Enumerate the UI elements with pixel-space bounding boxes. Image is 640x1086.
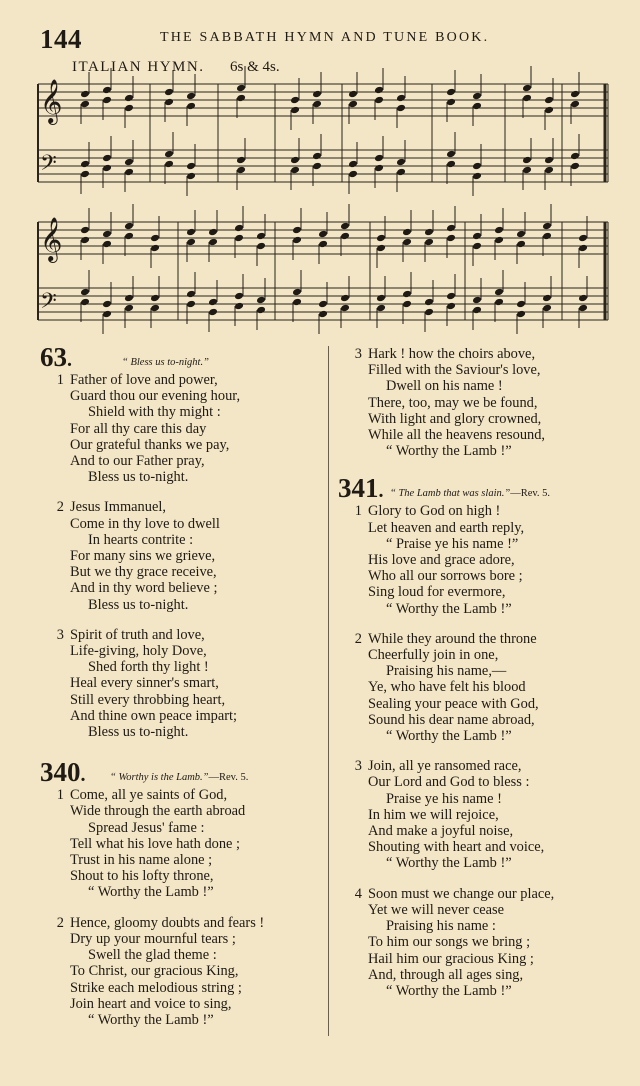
left-column xyxy=(40,342,320,1045)
verse-line: Praising his name,— xyxy=(386,663,507,680)
note-head xyxy=(102,240,112,249)
note-head xyxy=(542,304,552,313)
stanza-number: 1 xyxy=(56,372,64,388)
verse-line: Praising his name : xyxy=(386,918,496,935)
verse-line: And thine own peace impart; xyxy=(70,707,238,724)
verse-line: And to our Father pray, xyxy=(70,453,205,470)
note-head xyxy=(124,232,134,241)
note-head xyxy=(472,92,482,101)
note-head xyxy=(376,234,386,243)
note-head xyxy=(446,88,456,97)
note-head xyxy=(446,234,456,243)
stanza-number: 3 xyxy=(354,346,362,362)
verse-line: His love and grace adore, xyxy=(368,552,515,569)
tune-name: ITALIAN HYMN. xyxy=(72,59,205,75)
verse-line: Sing loud for evermore, xyxy=(368,584,506,601)
verse-line: Bless us to-night. xyxy=(88,469,189,486)
stanza-number: 3 xyxy=(56,626,64,643)
note-head xyxy=(396,168,406,177)
note-head xyxy=(516,240,526,249)
note-head xyxy=(376,304,386,313)
note-head xyxy=(516,310,526,319)
note-head xyxy=(402,228,412,237)
note-head xyxy=(446,292,456,301)
note-head xyxy=(102,310,112,319)
verse-line: While all the heavens resound, xyxy=(368,427,546,444)
note-head xyxy=(446,98,456,107)
verse-line: Wide through the earth abroad xyxy=(70,803,246,820)
verse-line: With light and glory crowned, xyxy=(368,410,542,427)
note-head xyxy=(80,226,90,235)
verse-line: Shed forth thy light ! xyxy=(88,659,209,676)
note-head xyxy=(186,102,196,111)
verse-line: Shouting with heart and voice, xyxy=(368,839,545,856)
note-head xyxy=(578,234,588,243)
note-head xyxy=(348,90,358,99)
note-head xyxy=(402,238,412,247)
note-head xyxy=(236,94,246,103)
note-head xyxy=(186,300,196,309)
verse-line: In hearts contrite : xyxy=(88,531,194,548)
note-head xyxy=(402,290,412,299)
note-head xyxy=(424,228,434,237)
verse-line: Strike each melodious string ; xyxy=(70,979,242,996)
verse-line: Tell what his love hath done ; xyxy=(70,835,241,852)
note-head xyxy=(234,292,244,301)
verse-line: Guard thou our evening hour, xyxy=(70,388,241,405)
note-head xyxy=(312,90,322,99)
verse-line: Hark ! how the choirs above, xyxy=(368,346,536,362)
note-head xyxy=(150,234,160,243)
verse-line: And in thy word believe ; xyxy=(70,580,218,597)
note-head xyxy=(290,166,300,175)
note-head xyxy=(318,240,328,249)
verse-line: Soon must we change our place, xyxy=(368,885,555,902)
note-head xyxy=(164,160,174,169)
verse-line: To him our songs we bring ; xyxy=(368,934,531,951)
note-head xyxy=(256,232,266,241)
verse-line: Heal every sinner's smart, xyxy=(70,675,219,692)
verse-line: But we thy grace receive, xyxy=(70,564,217,581)
note-head xyxy=(318,310,328,319)
note-head xyxy=(186,92,196,101)
note-head xyxy=(472,306,482,315)
stanza xyxy=(338,503,633,616)
note-head xyxy=(312,100,322,109)
note-head xyxy=(290,156,300,165)
treble-clef-icon: 𝄞 xyxy=(40,79,63,123)
note-head xyxy=(124,222,134,231)
note-head xyxy=(494,236,504,245)
note-head xyxy=(522,166,532,175)
note-head xyxy=(396,158,406,167)
verse-line: Shield with thy might : xyxy=(88,404,221,421)
verse-line: Father of love and power, xyxy=(70,372,218,388)
stanza-number: 2 xyxy=(354,630,362,647)
note-head xyxy=(236,156,246,165)
note-head xyxy=(292,298,302,307)
note-head xyxy=(340,222,350,231)
note-head xyxy=(472,162,482,171)
verse-line: Come in thy love to dwell xyxy=(70,515,220,532)
verse-line: “ Worthy the Lamb !” xyxy=(386,982,512,999)
note-head xyxy=(570,90,580,99)
note-head xyxy=(376,244,386,253)
note-head xyxy=(472,102,482,111)
verse-line: “ Worthy the Lamb !” xyxy=(386,728,512,745)
note-head xyxy=(236,84,246,93)
verse-line: Life-giving, holy Dove, xyxy=(70,643,207,660)
note-head xyxy=(396,104,406,113)
note-head xyxy=(402,300,412,309)
verse-line: Spread Jesus' fame : xyxy=(88,819,205,836)
note-head xyxy=(102,300,112,309)
verse-line: Praise ye his name ! xyxy=(386,790,502,807)
note-head xyxy=(522,156,532,165)
verse-line: Bless us to-night. xyxy=(88,596,189,613)
note-head xyxy=(522,94,532,103)
verse-line: Join, all ye ransomed race, xyxy=(368,758,522,775)
note-head xyxy=(494,288,504,297)
note-head xyxy=(542,232,552,241)
note-head xyxy=(124,94,134,103)
note-head xyxy=(340,232,350,241)
verse-line: Spirit of truth and love, xyxy=(70,626,205,643)
treble-clef-icon: 𝄞 xyxy=(40,217,63,261)
verse-line: Dwell on his name ! xyxy=(386,378,503,395)
note-head xyxy=(150,304,160,313)
stanza xyxy=(338,631,633,744)
note-head xyxy=(124,168,134,177)
note-head xyxy=(570,162,580,171)
tune-meter: 6s & 4s. xyxy=(230,59,280,75)
verse-line: To Christ, our gracious King, xyxy=(70,963,239,980)
note-head xyxy=(544,156,554,165)
verse-line: Let heaven and earth reply, xyxy=(368,519,525,536)
note-head xyxy=(186,238,196,247)
verse-line: Ye, who have felt his blood xyxy=(368,679,526,696)
note-head xyxy=(150,294,160,303)
stanza-number: 3 xyxy=(354,758,362,775)
note-head xyxy=(186,228,196,237)
note-head xyxy=(124,304,134,313)
note-head xyxy=(236,166,246,175)
note-head xyxy=(578,244,588,253)
verse-line: Our grateful thanks we pay, xyxy=(70,436,230,453)
note-head xyxy=(340,294,350,303)
note-head xyxy=(374,86,384,95)
note-head xyxy=(376,294,386,303)
note-head xyxy=(208,308,218,317)
verse-line: Jesus Immanuel, xyxy=(70,499,166,516)
verse-line: There, too, may we be found, xyxy=(368,394,538,411)
note-head xyxy=(446,224,456,233)
column-divider xyxy=(328,346,329,1036)
stanza-number: 1 xyxy=(354,503,362,520)
note-head xyxy=(124,158,134,167)
note-head xyxy=(544,96,554,105)
verse-line: For many sins we grieve, xyxy=(70,548,216,565)
stanza xyxy=(338,886,633,999)
note-head xyxy=(424,238,434,247)
note-head xyxy=(312,152,322,161)
note-head xyxy=(396,94,406,103)
note-head xyxy=(446,160,456,169)
note-head xyxy=(290,106,300,115)
note-head xyxy=(374,154,384,163)
note-head xyxy=(186,290,196,299)
note-head xyxy=(164,88,174,97)
note-head xyxy=(208,298,218,307)
note-head xyxy=(544,166,554,175)
note-head xyxy=(578,304,588,313)
stanza xyxy=(338,346,633,459)
verse-line: While they around the throne xyxy=(368,630,537,647)
note-head xyxy=(570,152,580,161)
stanza xyxy=(40,499,320,612)
note-head xyxy=(102,96,112,105)
note-head xyxy=(80,298,90,307)
note-head xyxy=(186,162,196,171)
verse-line: Still every throbbing heart, xyxy=(70,691,226,708)
note-head xyxy=(292,288,302,297)
note-head xyxy=(256,306,266,315)
verse-line: Hence, gloomy doubts and fears ! xyxy=(70,914,265,931)
note-head xyxy=(80,170,90,179)
note-head xyxy=(544,106,554,115)
verse-line: And, through all ages sing, xyxy=(368,966,524,983)
note-head xyxy=(542,222,552,231)
note-head xyxy=(234,302,244,311)
verse-line: “ Praise ye his name !” xyxy=(386,535,519,552)
note-head xyxy=(472,232,482,241)
note-head xyxy=(522,84,532,93)
bass-clef-icon: 𝄢 xyxy=(40,289,57,319)
note-head xyxy=(472,242,482,251)
verse-line: “ Worthy the Lamb !” xyxy=(88,1011,214,1028)
note-head xyxy=(472,296,482,305)
note-head xyxy=(424,308,434,317)
stanza xyxy=(40,372,320,485)
stanza-number: 1 xyxy=(56,787,64,804)
note-head xyxy=(424,298,434,307)
note-head xyxy=(494,226,504,235)
note-head xyxy=(542,294,552,303)
note-head xyxy=(374,96,384,105)
page-number: 144 xyxy=(40,24,82,54)
verse-line: Hail him our gracious King ; xyxy=(368,950,534,967)
note-head xyxy=(348,100,358,109)
hymn-number: 340. xyxy=(40,757,86,788)
hymn-number: 341. xyxy=(338,473,384,504)
stanza-number: 4 xyxy=(354,885,362,902)
running-head: THE SABBATH HYMN AND TUNE BOOK. xyxy=(160,30,490,45)
note-head xyxy=(516,230,526,239)
verse-line: For all thy care this day xyxy=(70,420,207,437)
note-head xyxy=(80,288,90,297)
bass-clef-icon: 𝄢 xyxy=(40,151,57,181)
stanza xyxy=(40,787,320,900)
note-head xyxy=(102,230,112,239)
note-head xyxy=(256,296,266,305)
note-head xyxy=(578,294,588,303)
verse-line: “ Worthy the Lamb !” xyxy=(386,600,512,617)
verse-line: Filled with the Saviour's love, xyxy=(368,362,541,379)
note-head xyxy=(186,172,196,181)
note-head xyxy=(208,238,218,247)
note-head xyxy=(102,86,112,95)
hymn-title: “ Worthy is the Lamb.”—Rev. 5. xyxy=(110,772,249,784)
verse-line: Come, all ye saints of God, xyxy=(70,787,228,804)
note-head xyxy=(164,98,174,107)
note-head xyxy=(570,100,580,109)
verse-line: Cheerfully join in one, xyxy=(368,647,499,664)
verse-line: Bless us to-night. xyxy=(88,724,189,741)
verse-line: In him we will rejoice, xyxy=(368,806,499,823)
verse-line: Swell the glad theme : xyxy=(88,947,217,964)
note-head xyxy=(292,236,302,245)
stanza xyxy=(40,915,320,1028)
verse-line: Our Lord and God to bless : xyxy=(368,774,530,791)
music-score xyxy=(0,0,640,340)
note-head xyxy=(102,154,112,163)
note-head xyxy=(80,100,90,109)
hymn-340 xyxy=(40,757,320,1028)
note-head xyxy=(318,230,328,239)
verse-line: Sealing your peace with God, xyxy=(368,695,539,712)
note-head xyxy=(80,160,90,169)
note-head xyxy=(318,300,328,309)
note-head xyxy=(494,298,504,307)
note-head xyxy=(80,90,90,99)
right-column xyxy=(338,346,633,1016)
note-head xyxy=(348,170,358,179)
verse-line: Yet we will never cease xyxy=(368,901,505,918)
verse-line: Glory to God on high ! xyxy=(368,503,501,520)
note-head xyxy=(80,236,90,245)
note-head xyxy=(102,164,112,173)
hymn-title: “ Bless us to-night.” xyxy=(122,357,209,368)
note-head xyxy=(124,104,134,113)
note-head xyxy=(164,150,174,159)
note-head xyxy=(446,150,456,159)
stanza xyxy=(40,627,320,740)
note-head xyxy=(208,228,218,237)
note-head xyxy=(340,304,350,313)
stanza-number: 2 xyxy=(56,914,64,931)
verse-line: Who all our sorrows bore ; xyxy=(368,568,523,585)
hymn-341 xyxy=(338,473,633,999)
stanza-number: 2 xyxy=(56,499,64,516)
hymn-number: 63. xyxy=(40,342,72,372)
hymn-63 xyxy=(40,342,320,740)
verse-line: “ Worthy the Lamb !” xyxy=(386,855,512,872)
note-head xyxy=(256,242,266,251)
hymn-340-continued xyxy=(338,346,633,459)
verse-line: Trust in his name alone ; xyxy=(70,852,213,869)
note-head xyxy=(446,302,456,311)
verse-line: “ Worthy the Lamb !” xyxy=(386,443,512,460)
note-head xyxy=(292,226,302,235)
verse-line: “ Worthy the Lamb !” xyxy=(88,884,214,901)
note-head xyxy=(150,244,160,253)
verse-line: Shout to his lofty throne, xyxy=(70,868,214,885)
note-head xyxy=(472,172,482,181)
note-head xyxy=(234,234,244,243)
hymn-title: “ The Lamb that was slain.”—Rev. 5. xyxy=(390,488,551,500)
note-head xyxy=(516,300,526,309)
verse-line: Join heart and voice to sing, xyxy=(70,995,232,1012)
stanza xyxy=(338,758,633,871)
verse-line: And make a joyful noise, xyxy=(368,823,514,840)
verse-line: Sound his dear name abroad, xyxy=(368,711,535,728)
note-head xyxy=(374,164,384,173)
note-head xyxy=(290,96,300,105)
verse-line: Dry up your mournful tears ; xyxy=(70,930,236,947)
note-head xyxy=(348,160,358,169)
note-head xyxy=(234,224,244,233)
note-head xyxy=(124,294,134,303)
note-head xyxy=(312,162,322,171)
